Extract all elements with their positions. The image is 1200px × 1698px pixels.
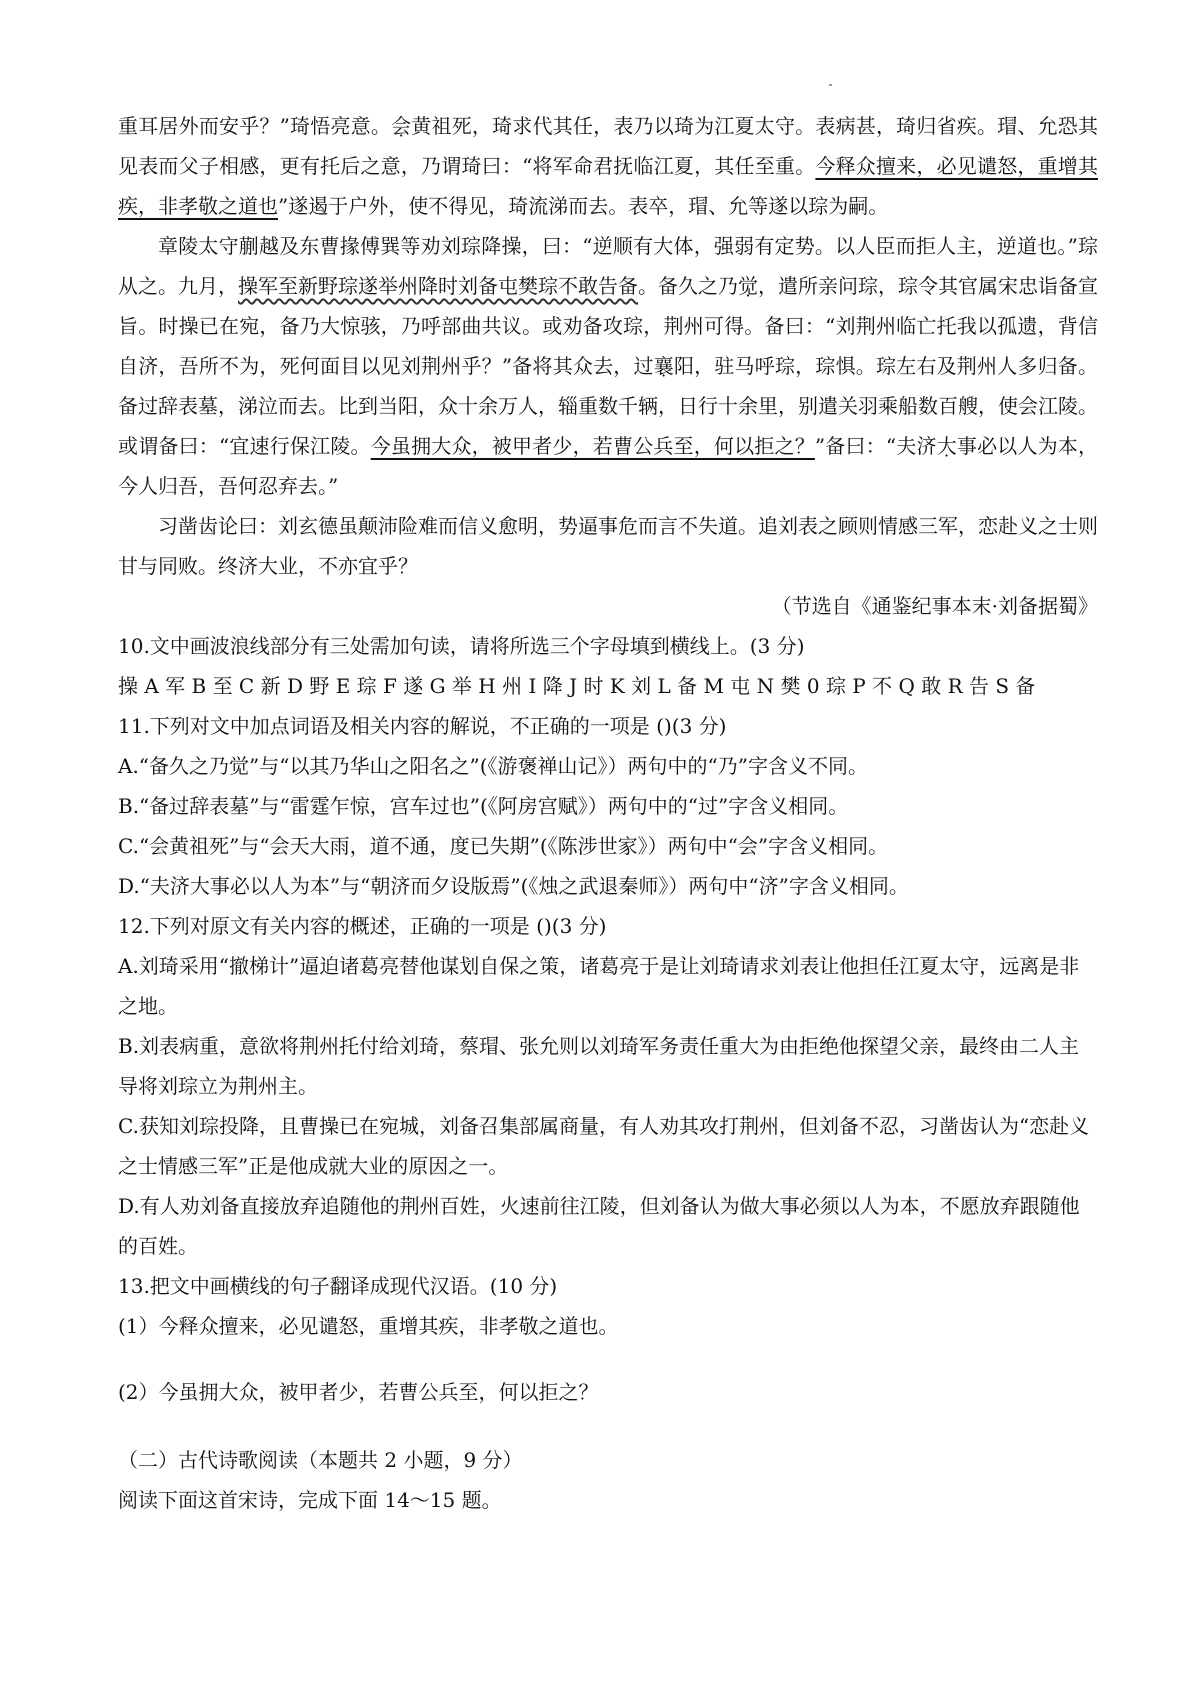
scan-mark (829, 84, 832, 86)
text: 黄祖死，琦求代其任，表乃以琦为江夏太守。表病甚，琦归省疾。瑁、允恐其见表而父子相感，更有托后之意，乃谓琦曰：“将军命君抚临江夏，其任至重。 (118, 114, 1099, 178)
answer-space (118, 1346, 1098, 1372)
passage-paragraph-2 (118, 226, 1098, 506)
answer-space (118, 1412, 1098, 1440)
text: ”遂遏于户外，使不得见，琦流涕而去。表卒，瑁、允等遂以琮为嗣。 (278, 194, 889, 218)
question-12-option-b: B.刘表病重，意欲将荆州托付给刘琦，蔡瑁、张允则以刘琦军务责任重大为由拒绝他探望父亲，最终由二人主导将刘琮立为荆州主。 (118, 1034, 1080, 1098)
text: 章陵太守蒯越及东曹掾傅巽等劝刘琮降操，曰：“逆顺有大体，强弱有定势。以人臣而拒人主，逆道也。”琮从之。九月， (118, 234, 1098, 298)
question-13: 13.把文中画横线的句子翻译成现代汉语。(10 分) (118, 1274, 558, 1298)
question-12-option-c: C.获知刘琮投降，且曹操已在宛城，刘备召集部属商量，有人劝其攻打荆州，但刘备不忍，习凿齿认为“恋赴义之士情感三军”正是他成就大业的原因之一。 (118, 1114, 1090, 1178)
text: ”备曰：“夫 (814, 434, 917, 458)
dotted-word: 过 (633, 354, 654, 378)
wavy-underlined-sentence: 操军至新野琮遂举州降时刘备屯樊琮不敢告备 (238, 274, 638, 298)
section-heading-poetry: （二）古代诗歌阅读（本题共 2 小题，9 分） (118, 1448, 523, 1472)
passage-paragraph-1 (118, 106, 1098, 226)
question-11-option-b: B.“备过辞表墓”与“雷霆乍惊，宫车过也”(《阿房宫赋》）两句中的“过”字含义相同。 (118, 794, 849, 818)
dotted-word: 会 (391, 114, 412, 138)
question-10-options: 操 A 军 B 至 C 新 D 野 E 琮 F 遂 G 举 H 州 I 降 J 时 K 刘 L 备 M 屯 N 樊 0 琮 P 不 Q 敢 R 告 S 备 (118, 674, 1036, 698)
question-11-option-d: D.“夫济大事必以人为本”与“朝济而夕设版焉”(《烛之武退秦师》）两句中“济”字含义相同。 (118, 874, 909, 898)
section-intro: 阅读下面这首宋诗，完成下面 14～15 题。 (118, 1488, 502, 1512)
question-13-item-2: (2）今虽拥大众，被甲者少，若曹公兵至，何以拒之？ (118, 1380, 599, 1404)
question-10: 10.文中画波浪线部分有三处需加句读，请将所选三个字母填到横线上。(3 分) (118, 634, 805, 658)
question-11-option-a: A.“备久之乃觉”与“以其乃华山之阳名之”(《游褒禅山记》）两句中的“乃”字含义不同。 (118, 754, 868, 778)
underlined-sentence-1: 今释众擅来，必见谴怒，重增其疾，非孝敬之道也 (118, 154, 1099, 218)
question-12-option-a: A.刘琦采用“撤梯计”逼迫诸葛亮替他谋划自保之策，诸葛亮于是让刘琦请求刘表让他担任江夏太守，远离是非之地。 (118, 954, 1080, 1018)
text: 重耳居外而安乎？”琦悟亮意。 (118, 114, 392, 138)
passage-paragraph-3: 习凿齿论曰：刘玄德虽颠沛险难而信义愈明，势逼事危而言不失道。追刘表之顾则情感三军，恋赴义之士则甘与同败。终济大业，不亦宜乎？ (118, 514, 1098, 578)
text: 。备久之 (638, 274, 718, 298)
text: 大事必以人为本，今人归吾，吾何忍弃去。” (118, 434, 1099, 498)
question-13-item-1: (1）今释众擅来，必见谴怒，重增其疾，非孝敬之道也。 (118, 1314, 619, 1338)
dotted-word: 乃 (718, 274, 738, 298)
document-page (118, 106, 1098, 1520)
question-12-option-d: D.有人劝刘备直接放弃追随他的荆州百姓，火速前往江陵，但刘备认为做大事必须以人为本，不愿放弃跟随他的百姓。 (118, 1194, 1080, 1258)
text: 觉，遣所亲问琮，琮令其官属宋忠诣备宣旨。时操已在宛，备乃大惊骇，乃呼部曲共议。或劝备攻琮，荆州可得。备曰：“刘荆州临亡托我以孤遗，背信自济，吾所不为，死何面目以见刘荆州乎？”备将其众去， (118, 274, 1098, 378)
dotted-word: 济 (916, 434, 937, 458)
question-12: 12.下列对原文有关内容的概述，正确的一项是 ()(3 分) (118, 914, 607, 938)
underlined-sentence-2: 今虽拥大众，被甲者少，若曹公兵至，何以拒之？ (370, 434, 815, 458)
passage-source: （节选自《通鉴纪事本末·刘备据蜀》 (771, 594, 1098, 618)
question-11: 11.下列对文中加点词语及相关内容的解说，不正确的一项是 ()(3 分) (118, 714, 727, 738)
text: 襄阳，驻马呼琮，琮惧。琮左右及荆州人多归备。备过辞表墓，涕泣而去。比到当阳，众十余万人，辎重数千辆，日行十余里，别遣关羽乘船数百艘，使会江陵。或谓备曰：“宜速行保江陵。 (118, 354, 1099, 458)
question-11-option-c: C.“会黄祖死”与“会天大雨，道不通，度已失期”(《陈涉世家》）两句中“会”字含义相同。 (118, 834, 889, 858)
